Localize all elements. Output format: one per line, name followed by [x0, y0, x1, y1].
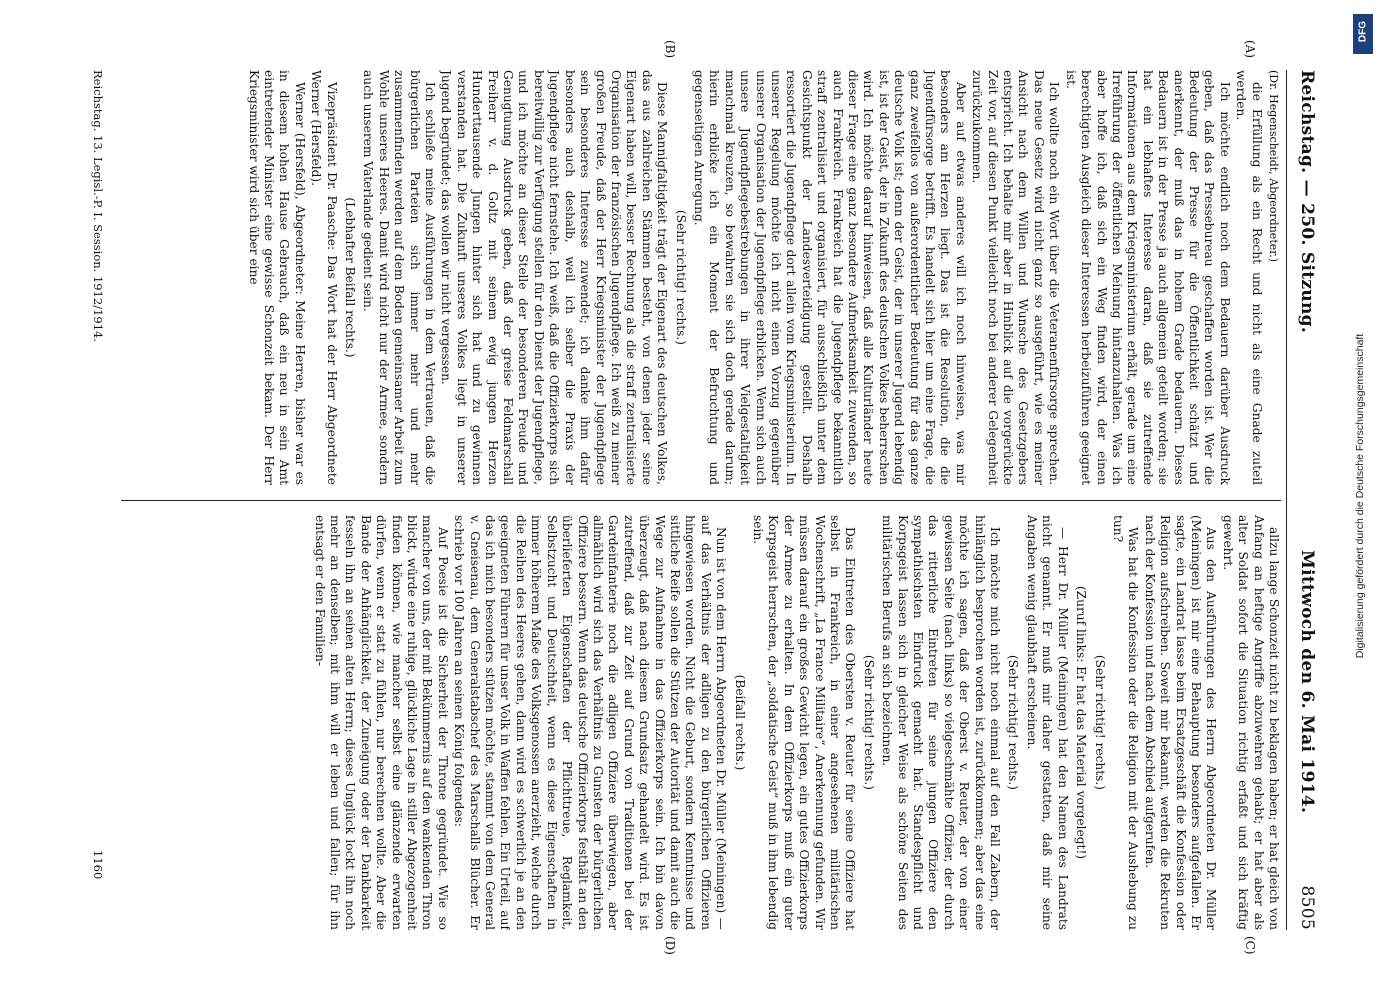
- left-column: [111, 70, 1281, 485]
- page-header: [1291, 70, 1317, 930]
- applause: (Sehr richtig! rechts.): [673, 209, 688, 346]
- paragraph: Ich wollte noch ein Wort über die Veteranenfürsorge sprechen. Das neue Gesetz wird nicht ganz so ausgeführt, wie es meiner Ansicht nach dem Willen und Wunsche des Gesetzgebers entspricht. Ich behalte mir aber in Hinblick auf die vorgerückte Zeit vor, auf diesen Punkt vielleicht noch bei anderer Gelegenheit zurückzukommen.: [970, 70, 1062, 485]
- margin-letter-b: (B): [663, 40, 677, 59]
- interjection: (Sehr richtig! rechts.): [1092, 654, 1107, 791]
- header-rule: [1286, 70, 1287, 930]
- interjection: (Sehr richtig! rechts.): [861, 654, 876, 791]
- digitization-credit: Digitalisierung gefördert durch die Deutsche Forschungsgemeinschaft: [1354, 333, 1366, 659]
- interjection: (Sehr richtig! rechts.): [1006, 654, 1021, 791]
- paragraph: allzu lange Schonzeit nicht zu beklagen haben; er hat gleich von Anfang an heftige Angriffe abzuwehren gehabt; er hat aber als alter Soldat sofort die Situation richtig erfaßt und sich kräftig gewehrt.: [1220, 515, 1281, 930]
- footer-page: 1160: [91, 850, 105, 880]
- header-title: Reichstag. — 250. Sitzung.: [1297, 70, 1317, 334]
- werner-speech: Werner (Hersfeld), Abgeordneter: Meine Herren, bisher war es in diesem hohen Hause Gebrauch, daß ein neu in sein Amt eintretender Minister eine gewisse Schonzeit bekam. Der Herr Kriegsminister wird sich über eine: [246, 70, 307, 485]
- paragraph: Das Eintreten des Obersten v. Reuter für seine Offiziere hat selbst in Frankreich, in einer angesehenen militärischen Wochenschrift, „La France Militaire“, Anerkennung gefunden. Wir müssen darauf ein großes Gewicht legen, ein gutes Offizierkorps der Armee zu erhalten. In dem Offizierkorps muß ein guter Korpsgeist herrschen, der „soldatische Geist“ muß in ihm lebendig sein.: [751, 515, 858, 930]
- interjection: (Zuruf links: Er hat das Material vorgelegt!): [1074, 585, 1089, 860]
- paragraph: Ich schließe meine Ausführungen in dem Vertrauen, daß die bürgerlichen Parteien sich immer mehr und mehr zusammenfinden werden auf dem Boden gemeinsamer Arbeit zum Wohle unseres Heeres. Damit wird nicht nur der Armee, sondern auch unserem Vaterlande gedient sein.: [361, 70, 438, 485]
- paragraph: Ich möchte endlich noch dem Bedauern darüber Ausdruck geben, daß das Pressebureau geschaffen worden ist. Wer die Bedeutung der Presse für die Öffentlichkeit schätzt und anerkennt, der muß das in hohem Grade bedauern. Dieses Bedauern ist in der Presse ja auch allgemein geteilt worden; sie hat ein lebhaftes Interesse daran, daß sie zutreffende Informationen aus dem Kriegsministerium erhält, gerade um eine Irreführung der öffentlichen Meinung hintanzuhalten. Was ich aber hoffe ich, daß sich ein Weg finden wird, der einen berechtigten Ausgleich dieser Interessen herbeizuführen geeignet ist.: [1063, 70, 1232, 485]
- paragraph: Was hat die Konfession oder die Religion mit der Aushebung zu tun?: [1110, 515, 1141, 930]
- margin-letter-c: (C): [1243, 936, 1257, 955]
- paragraph: Ich möchte mich nicht noch einmal auf den Fall Zabern, der hinlänglich besprochen worden ist, zurückkommen; aber das eine möchte ich sagen, daß der Oberst v. Reuter, der von einer gewissen Seite (nach links) so vielgeschmähte Offizier, der durch das ritterliche Eintreten für seine jungen Offiziere den sympathischsten Eindruck gemacht hat. Standespflicht und Korpsgeist lassen sich in gleicher Weise als schöne Seiten des militärischen Berufs an sich bezeichnen.: [880, 515, 1003, 930]
- paragraph: Aus den Ausführungen des Herrn Abgeordneten Dr. Müller (Meiningen) ist mir eine Behauptung besonders aufgefallen. Er sagte, ein Landrat lasse beim Ersatzgeschäft die Konfession oder Religion aufschreiben. Soweit mir bekannt, werden die Rekruten nach der Konfession und nach dem Abschied aufgerufen.: [1142, 515, 1219, 930]
- interjection: (Beifall rechts.): [732, 674, 747, 771]
- header-page-number: 8505: [1297, 885, 1317, 930]
- page-footer: [91, 70, 105, 880]
- margin-letter-a: (A): [1243, 40, 1257, 59]
- speaker-note: (Dr. Hegenscheidt, Abgeordneter.): [1267, 70, 1280, 263]
- header-date: Mittwoch den 6. Mai 1914.: [1297, 550, 1317, 814]
- paragraph: Diese Mannigfaltigkeit trägt der Eigenart des deutschen Volkes, das aus zahlreichen Stämmen besteht, von denen jeder seine Eigenart haben will, besser Rechnung als die straff zentralisierte Organisation der französischen Jugendpflege. Ich weiß zu meiner großen Freude, daß der Herr Kriegsminister der Jugendpflege sein besonderes Interesse zuwendet; ich danke ihm dafür besonders auch deshalb, weil ich selber die Praxis der Jugendpflege nicht fernstehe. Ich weiß, daß die Offizierkorps sich bereitwillig zur Verfügung stellen für den Dienst der Jugendpflege, und ich möchte an dieser Stelle der besonderen Freude und Genugtuung Ausdruck geben, daß der greise Feldmarschall Freiherr v. d. Goltz mit seinem ewig jungen Herzen Hunderttausende Jungen hinter sich hat und zu gewinnen verstanden hat. Die Zukunft unseres Volkes liegt in unserer Jugend begründet; das wollen wir nicht vergessen.: [439, 70, 670, 485]
- vice-president-remark: Vizepräsident Dr. Paasche: Das Wort hat der Herr Abgeordnete Werner (Hersfeld).: [309, 70, 339, 485]
- paragraph: — Herr Dr. Müller (Meiningen) hat den Namen des Landrats nicht genannt. Er muß mir daher gestatten, daß mir seine Angaben wenig glaubhaft erscheinen.: [1024, 515, 1070, 930]
- paragraph: Nun ist von dem Herrn Abgeordneten Dr. Müller (Meiningen) — auf das Verhältnis der adligen zu den bürgerlichen Offizieren hingewiesen worden. Nicht die Geburt, sondern Kenntnisse und sittliche Reife sollen die Stützen der Autorität und damit auch die Wege zur Aufnahme in das Offizierkorps sein. Ich bin davon überzeugt, daß nach diesem Grundsatz gehandelt wird. Es ist zutreffend, daß zur Zeit auf Grund von Traditionen bei der Gardeinfanterie noch die adligen Offiziere überwiegen, aber allmählich wird sich das Verhältnis zu Gunsten der bürgerlichen Offiziere bessern. Wenn das deutsche Offizierkorps festhält an den überlieferten Eigenschaften der Pflichttreue, Reglamkeit, Selbstzucht und Deutschheit, wenn es diese Eigenschaften in immer höherem Maße des Volksgenossen anerzieht, welche durch die Reihen des Heeres gehen, dann wird es schwerlich je an den geeigneten Führern für unser Volk in Waffen fehlen. Ein Urteil, auf das ich mich besonders stützen möchte, stammt von dem General v. Gneisenau, dem Generalstabschef des Marschalls Blücher. Er schrieb vor 100 Jahren an seinen König folgendes:: [452, 515, 729, 930]
- right-column: [111, 515, 1281, 930]
- digitization-credit-strip: [1350, 10, 1380, 990]
- dfg-logo-text: DFG: [1357, 20, 1369, 43]
- paragraph: Aber auf etwas anderes will ich noch hinweisen, was mir besonders am Herzen liegt. Das ist die Resolution, die die Jugendfürsorge betrifft. Es handelt sich hier um eine Frage, die ganz zweifellos von außerordentlicher Bedeutung für das ganze deutsche Volk ist; denn der Geist, der in unserer Jugend lebendig ist, ist der Geist, der in Zukunft des deutschen Volkes beherrschen wird. Ich möchte darauf hinweisen, daß alle Kulturländer heute dieser Frage eine ganz besondere Aufmerksamkeit zuwenden, so auch Frankreich. Frankreich hat die Jugendpflege bekanntlich straff zentralisiert und organisiert, für ausschließlich unter dem Gesichtspunkt der Landesverteidigung gestellt. Deshalb ressortiert die Jugendpflege dort allein vom Kriegsministerium. In unserer Regelung möchte ich nicht einen Vorzug gegenüber unserer Organisation der Jugendpflege erblicken. Wenn sich auch unsere Jugendpflegebestrebungen in ihrer Vielgestaltigkeit manchmal kreuzen, so bewahren sie sich doch gerade darum; hierin erblicke ich ein Moment der Befruchtung und gegenseitigen Anregung.: [691, 70, 968, 485]
- paragraph: die Erfüllung als ein Recht und nicht als eine Gnade zuteil werden.: [1234, 70, 1264, 485]
- column-divider: [121, 500, 1281, 501]
- applause: (Lebhafter Beifall rechts.): [343, 197, 358, 358]
- quotation: Auf Poesie ist die Sicherheit der Throne gegründet. Wie so mancher von uns, der mit Bekümmernis auf den wankenden Thron blickt, würde eine ruhige, glückliche Lage in stiller Abgezogenheit finden können, wie mancher selbst eine glänzende erwarten dürfen, wenn er statt zu fühlen, nur berechnen wollte. Aber die Bande der Anhänglichkeit, der Zuneigung oder der Dankbarkeit fesseln ihn an seinen alten Herrn; dieses Unglück lockt ihn noch mehr an denselben; mit ihm will er leben und fallen; für ihn entsagt er den Familien-: [312, 515, 450, 930]
- footer-session: Reichstag. 13. Legisl.-P. I. Session. 1912/1914.: [91, 70, 105, 343]
- rotated-page-scan: [77, 40, 1317, 955]
- margin-letter-d: (D): [663, 936, 677, 955]
